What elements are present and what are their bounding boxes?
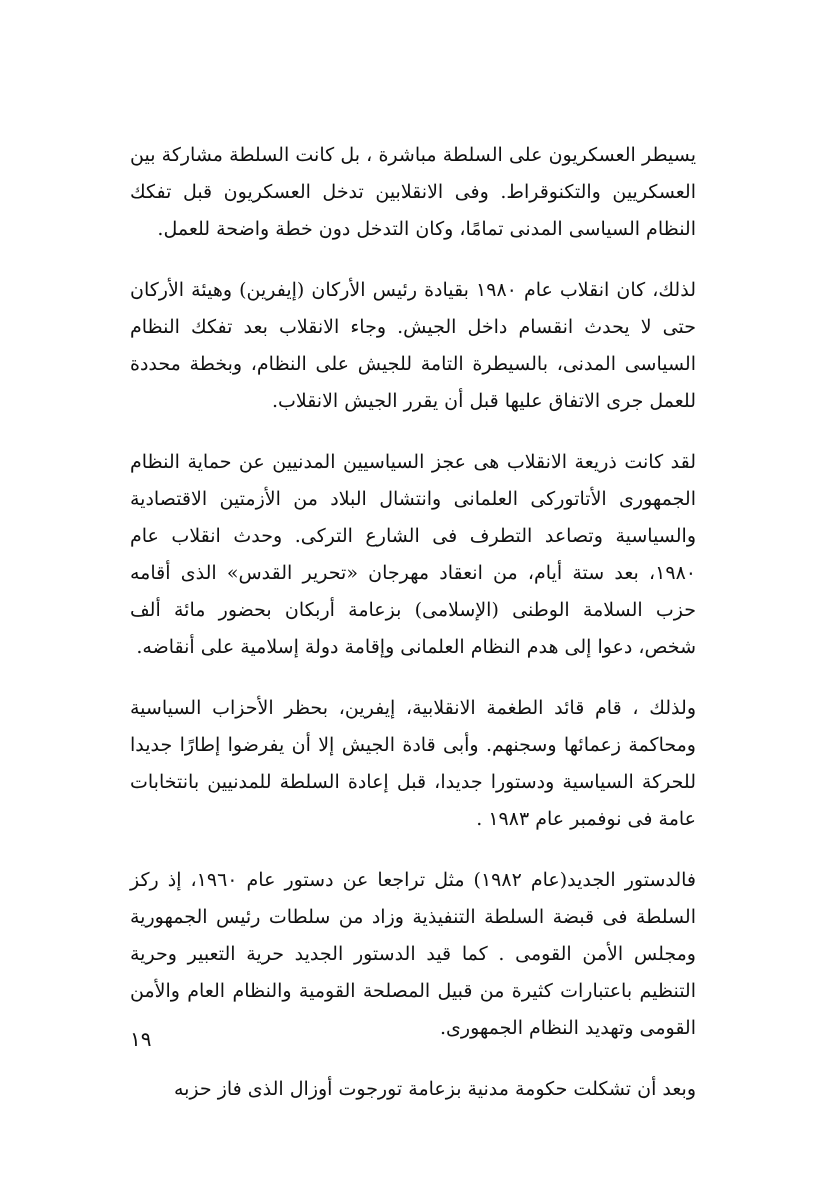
page-number: ١٩ — [130, 1027, 152, 1051]
body-text — [130, 137, 696, 1132]
paragraph-1: يسيطر العسكريون على السلطة مباشرة ، بل كانت السلطة مشاركة بين العسكريين والتكنوقراط. وفى الانقلابين تدخل العسكريون قبل تفكك النظام السياسى المدنى تمامًا، وكان التدخل دون خطة واضحة للعمل. — [130, 144, 696, 240]
paragraph-4: ولذلك ، قام قائد الطغمة الانقلابية، إيفرين، بحظر الأحزاب السياسية ومحاكمة زعمائها وسجنهم. وأبى قادة الجيش إلا أن يفرضوا إطارًا جديدا للحركة السياسية ودستورا جديدا، قبل إعادة السلطة للمدنيين بانتخابات عامة فى نوفمبر عام ١٩٨٣ . — [130, 697, 696, 830]
paragraph-2: لذلك، كان انقلاب عام ١٩٨٠ بقيادة رئيس الأركان (إيفرين) وهيئة الأركان حتى لا يحدث انقسام داخل الجيش. وجاء الانقلاب بعد تفكك النظام السياسى المدنى، بالسيطرة التامة للجيش على النظام، وبخطة محددة للعمل جرى الاتفاق عليها قبل أن يقرر الجيش الانقلاب. — [130, 279, 696, 412]
paragraph-3: لقد كانت ذريعة الانقلاب هى عجز السياسيين المدنيين عن حماية النظام الجمهورى الأتاتوركى العلمانى وانتشال البلاد من الأزمتين الاقتصادية والسياسية وتصاعد التطرف فى الشارع التركى. وحدث انقلاب عام ١٩٨٠، بعد ستة أيام، من انعقاد مهرجان «تحرير القدس» الذى أقامه حزب السلامة الوطنى (الإسلامى) بزعامة أربكان بحضور مائة ألف شخص، دعوا إلى هدم النظام العلمانى وإقامة دولة إسلامية على أنقاضه. — [130, 451, 696, 658]
paragraph-5: فالدستور الجديد(عام ١٩٨٢) مثل تراجعا عن دستور عام ١٩٦٠، إذ ركز السلطة فى قبضة السلطة التنفيذية وزاد من سلطات رئيس الجمهورية ومجلس الأمن القومى . كما قيد الدستور الجديد حرية التعبير وحرية التنظيم باعتبارات كثيرة من قبيل المصلحة القومية والنظام العام والأمن القومى وتهديد النظام الجمهورى. — [130, 869, 696, 1039]
paragraph-6: وبعد أن تشكلت حكومة مدنية بزعامة تورجوت أوزال الذى فاز حزبه — [173, 1078, 696, 1100]
